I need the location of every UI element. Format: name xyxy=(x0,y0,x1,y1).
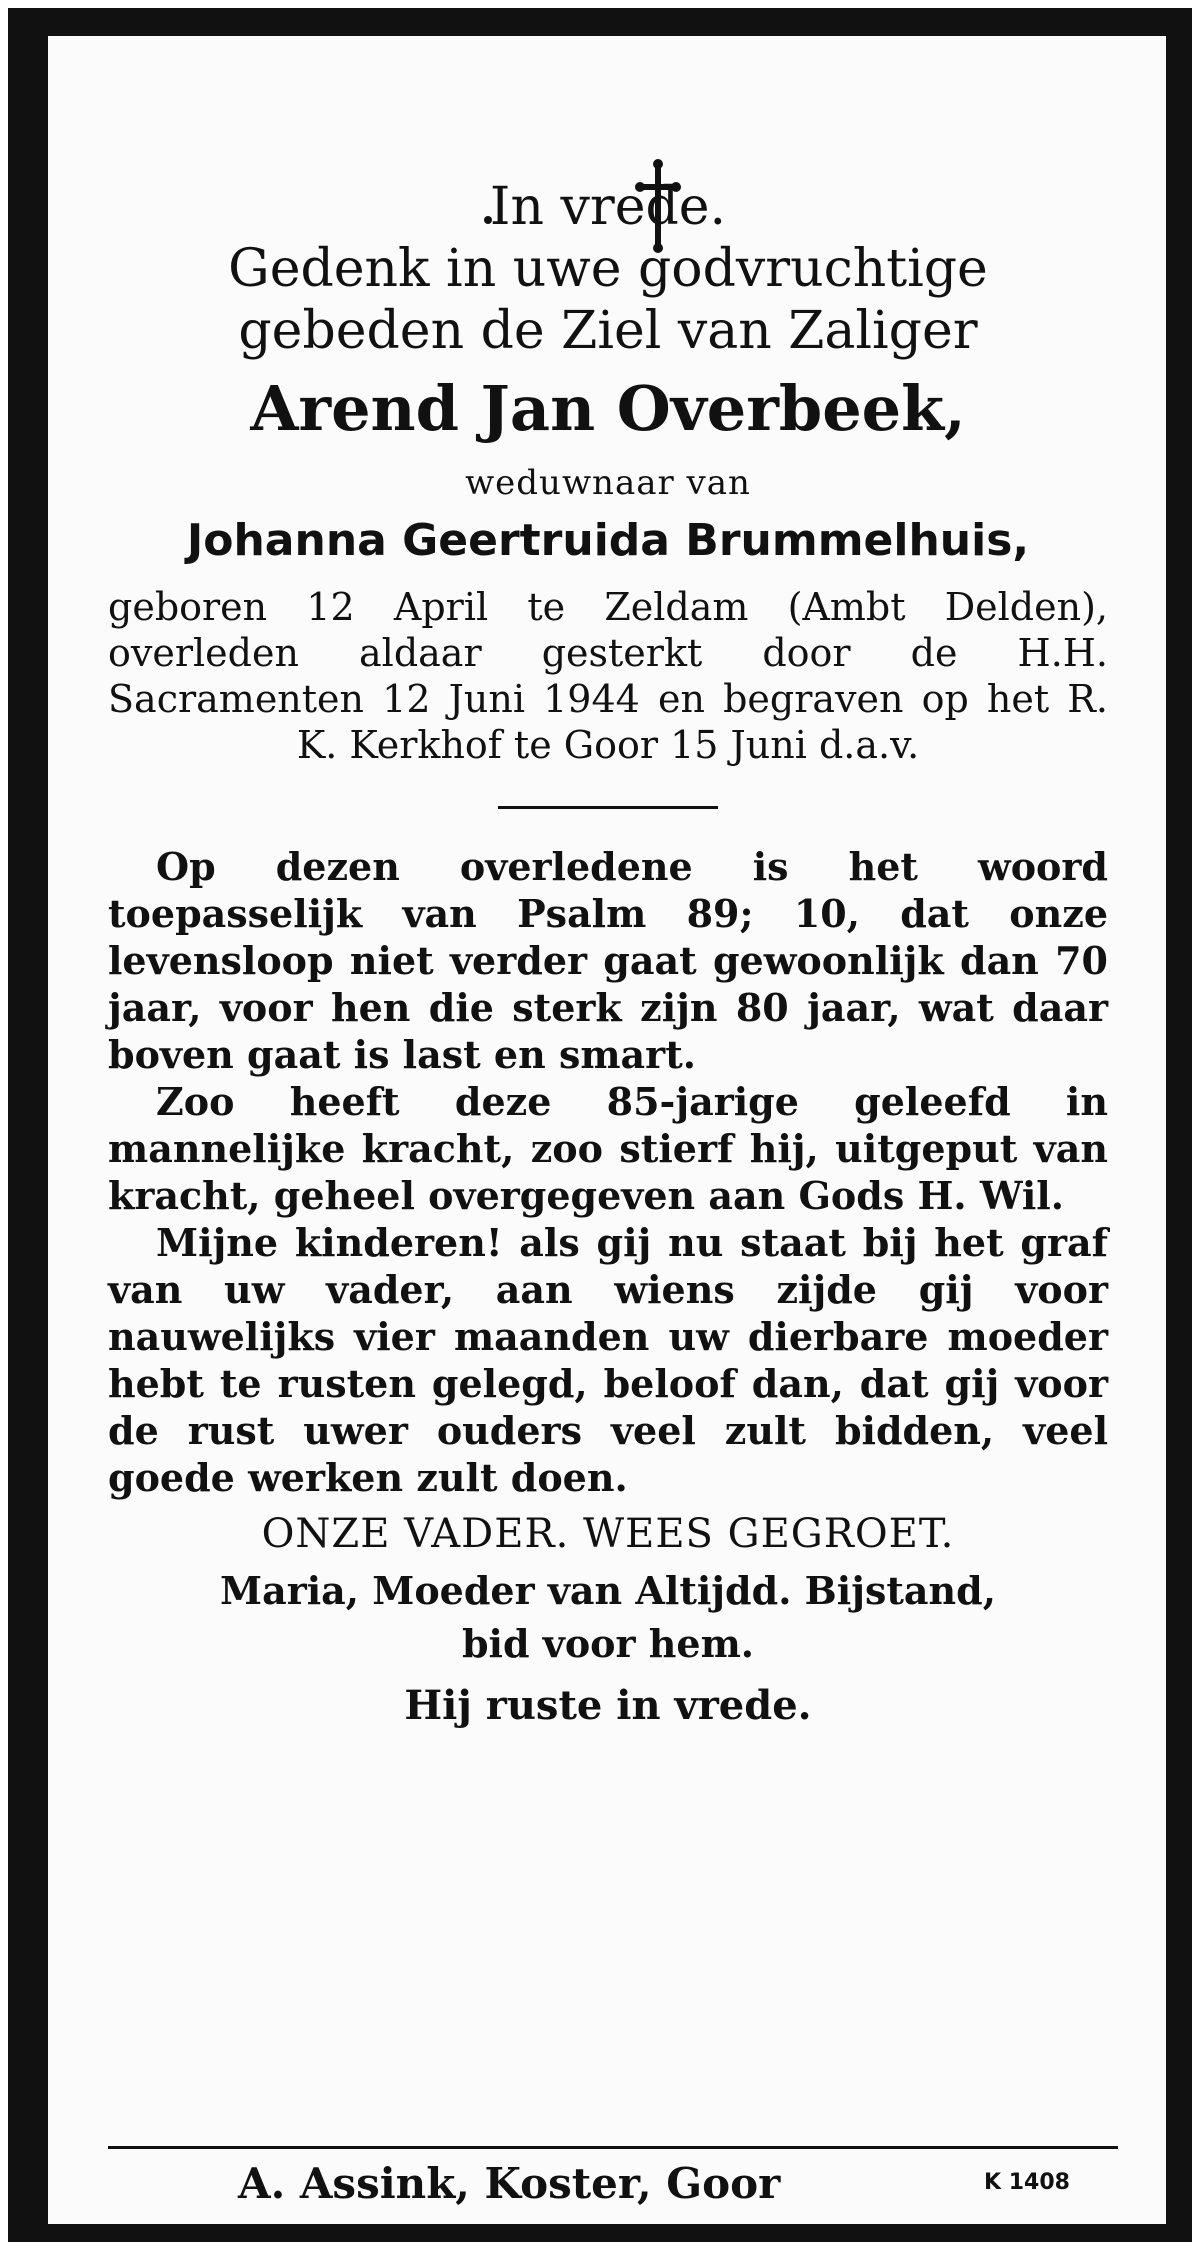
memorial-body xyxy=(108,843,1108,1501)
remembrance-line-1: Gedenk in uwe godvruchtige xyxy=(228,239,988,299)
print-code: K 1408 xyxy=(984,2170,1070,2195)
deceased-name: Arend Jan Overbeek, xyxy=(250,372,966,445)
footer-rule xyxy=(108,2146,1118,2149)
life-paragraph: Zoo heeft deze 85-jarige geleefd in mannelijke kracht, zoo stierf hij, uitgeput van kracht, geheel overgegeven aan Gods H. Wil. xyxy=(108,1079,1108,1218)
psalm-paragraph: Op dezen overledene is het woord toepasselijk van Psalm 89; 10, dat onze levensloop niet verder gaat gewoonlijk dan 70 jaar, voor hen die sterk zijn 80 jaar, wat daar boven gaat is last en smart. xyxy=(108,844,1108,1077)
prayer-line: ONZE VADER. WEES GEGROET. xyxy=(261,1511,955,1557)
printer-footer xyxy=(108,2154,1118,2214)
section-divider xyxy=(498,806,718,809)
memorial-card xyxy=(8,8,1192,2242)
rest-in-peace-line: Hij ruste in vrede. xyxy=(404,1682,812,1729)
maria-invocation-line-2: bid voor hem. xyxy=(461,1621,755,1666)
children-paragraph: Mijne kinderen! als gij nu staat bij het graf van uw vader, aan wiens zijde gij voor nauwelijks vier maanden uw dierbare moeder hebt te rusten gelegd, beloof dan, dat gij voor de rust uwer ouders veel zult bidden, veel goede werken zult doen. xyxy=(108,1220,1108,1500)
remembrance-line-2: gebeden de Ziel van Zaliger xyxy=(238,301,978,361)
in-peace-heading: In vrede. xyxy=(489,177,727,237)
memorial-text xyxy=(108,176,1108,1731)
maria-invocation-line-1: Maria, Moeder van Altijdd. Bijstand, xyxy=(220,1568,996,1613)
widower-label: weduwnaar van xyxy=(465,463,751,503)
printer-name: A. Assink, Koster, Goor xyxy=(238,2159,781,2208)
spouse-name: Johanna Geertruida Brummelhuis, xyxy=(186,515,1030,566)
memorial-card-paper xyxy=(48,36,1166,2224)
birth-death-details: geboren 12 April te Zeldam (Ambt Delden), overleden aldaar gesterkt door de H.H. Sacramenten 12 Juni 1944 en begraven op het R. K. Kerkhof te Goor 15 Juni d.a.v. xyxy=(108,585,1108,767)
